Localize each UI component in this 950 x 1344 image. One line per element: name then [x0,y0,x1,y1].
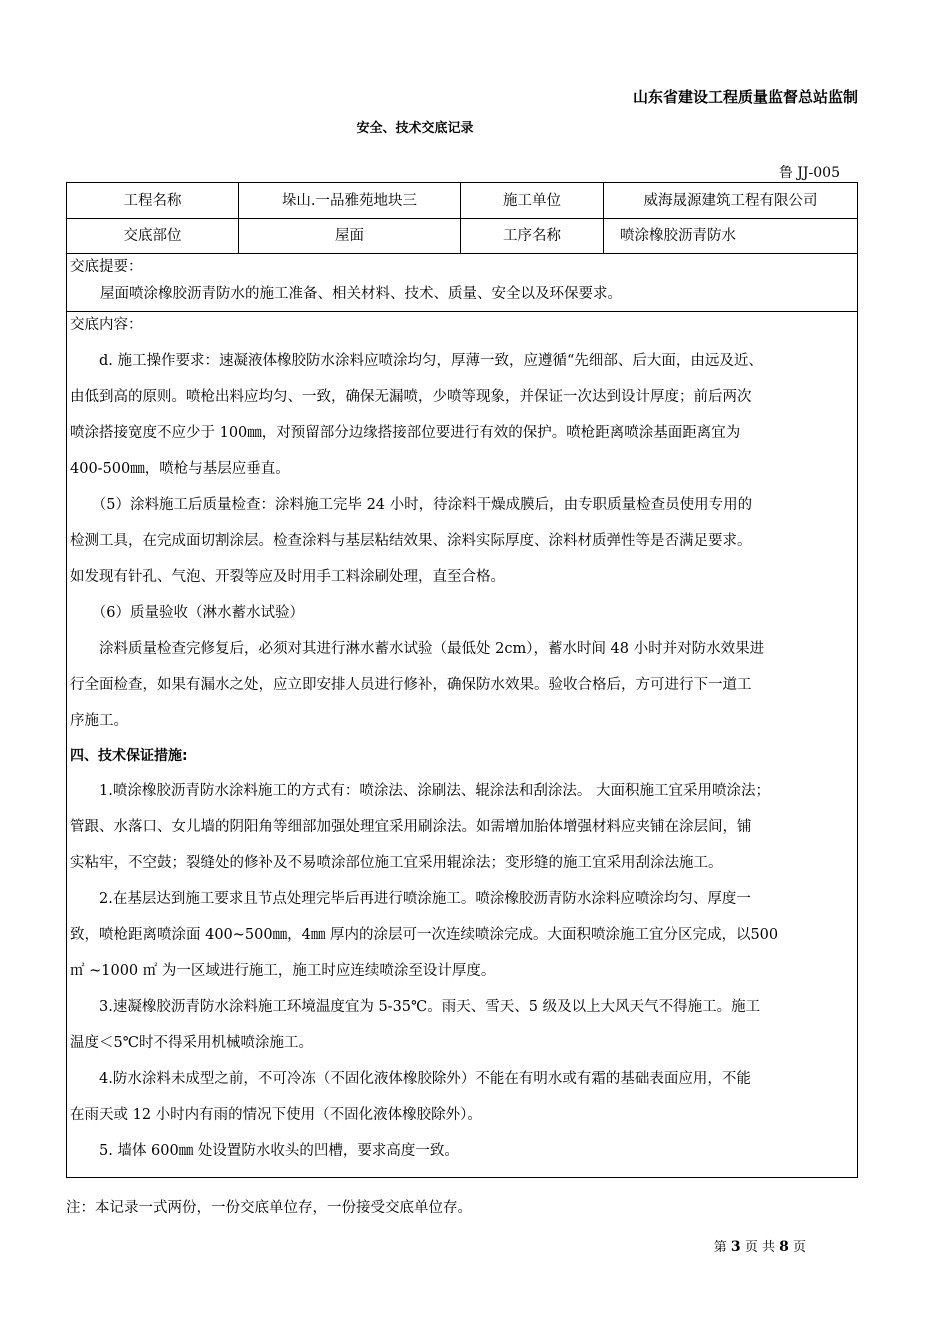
content-line: 由低到高的原则。喷枪出料应均匀、一致，确保无漏喷，少喷等现象，并保证一次达到设计厚度；前后两次 [70,389,752,405]
page-current: 3 [730,1239,741,1255]
project-name-value: 垛山.一品雅苑地块三 [281,193,418,209]
page-number [0,1236,806,1255]
page-total: 8 [779,1239,789,1255]
content-section [70,311,860,1169]
content-line: （5）涂料施工后质量检查：涂料施工完毕 24 小时，待涂料干燥成膜后，由专职质量检查员使用专用的 [70,497,753,513]
section-4-line: 5. 墙体 600㎜ 处设置防水收头的凹槽，要求高度一致。 [70,1143,459,1159]
summary-section [70,254,860,308]
section-4-line: 致，喷枪距离喷涂面 400~500㎜，4㎜ 厚内的涂层可一次连续喷涂完成。大面积喷涂施工宜分区完成，以500 [70,927,779,943]
footer-note: 注：本记录一式两份，一份交底单位存，一份接受交底单位存。 [66,1200,472,1216]
contractor-value: 威海晟源建筑工程有限公司 [643,193,818,209]
content-line: 喷涂搭接宽度不应少于 100㎜，对预留部分边缘搭接部位要进行有效的保护。喷枪距离喷涂基面距离宜为 [70,425,741,441]
content-line: 涂料质量检查完修复后，必须对其进行淋水蓄水试验（最低处 2cm），蓄水时间 48 小时并对防水效果进 [70,641,765,657]
section-4-line: 4.防水涂料未成型之前，不可冷冻（不固化液体橡胶除外）不能在有明水或有霜的基础表面应用，不能 [70,1071,751,1087]
section-4-line: 3.速凝橡胶沥青防水涂料施工环境温度宜为 5-35℃。雨天、雪天、5 级及以上大风天气不得施工。施工 [70,999,761,1015]
issuing-agency: 山东省建设工程质量监督总站监制 [632,88,858,106]
form-code: 鲁 JJ-005 [778,165,840,181]
section-4-line: 管跟、水落口、女儿墙的阴阳角等细部加强处理宜采用刷涂法。如需增加胎体增强材料应夹铺在涂层间，铺 [70,819,752,835]
section-4-line: 在雨天或 12 小时内有雨的情况下使用（不固化液体橡胶除外）。 [70,1107,482,1123]
page-suffix: 页 [792,1240,806,1255]
summary-text: 屋面喷涂橡胶沥青防水的施工准备、相关材料、技术、质量、安全以及环保要求。 [100,286,622,302]
content-line: 如发现有针孔、气泡、开裂等应及时用手工料涂刷处理，直至合格。 [70,569,505,585]
summary-label: 交底提要： [70,259,143,275]
section-4-line: 实粘牢，不空鼓；裂缝处的修补及不易喷涂部位施工宜采用辊涂法；变形缝的施工宜采用刮涂法施工。 [70,855,723,871]
content-label: 交底内容： [70,317,143,333]
section-4-title: 四、技术保证措施: [70,748,188,764]
location-label: 交底部位 [123,228,182,244]
content-line: （6）质量验收（淋水蓄水试验） [70,605,304,621]
process-label: 工序名称 [503,228,561,244]
content-line: 行全面检查，如果有漏水之处，应立即安排人员进行修补，确保防水效果。验收合格后，方可进行下一道工 [70,677,752,693]
content-line: 序施工。 [70,713,128,729]
section-4-line: ㎡ ~1000 ㎡ 为一区域进行施工，施工时应连续喷涂至设计厚度。 [70,963,496,979]
content-line: d. 施工操作要求：速凝液体橡胶防水涂料应喷涂均匀，厚薄一致，应遵循“先细部、后大面，由远及近、 [70,353,763,369]
content-line: 400-500㎜，喷枪与基层应垂直。 [70,461,290,477]
page-prefix: 第 [713,1240,727,1255]
section-4-line: 温度＜5℃时不得采用机械喷涂施工。 [70,1035,313,1051]
document-title: 安全、技术交底记录 [356,121,474,136]
contractor-label: 施工单位 [503,193,561,209]
section-4-line: 1.喷涂橡胶沥青防水涂料施工的方式有：喷涂法、涂刷法、辊涂法和刮涂法。 大面积施工宜采用喷涂法； [70,783,770,799]
project-name-label: 工程名称 [123,193,182,209]
section-4-line: 2.在基层达到施工要求且节点处理完毕后再进行喷涂施工。喷涂橡胶沥青防水涂料应喷涂均匀、厚度一 [70,891,751,907]
process-value: 喷涂橡胶沥青防水 [620,228,736,244]
page-middle: 页 共 [744,1240,775,1255]
location-value: 屋面 [335,228,364,244]
content-line: 检测工具，在完成面切割涂层。检查涂料与基层粘结效果、涂料实际厚度、涂料材质弹性等是否满足要求。 [70,533,752,549]
